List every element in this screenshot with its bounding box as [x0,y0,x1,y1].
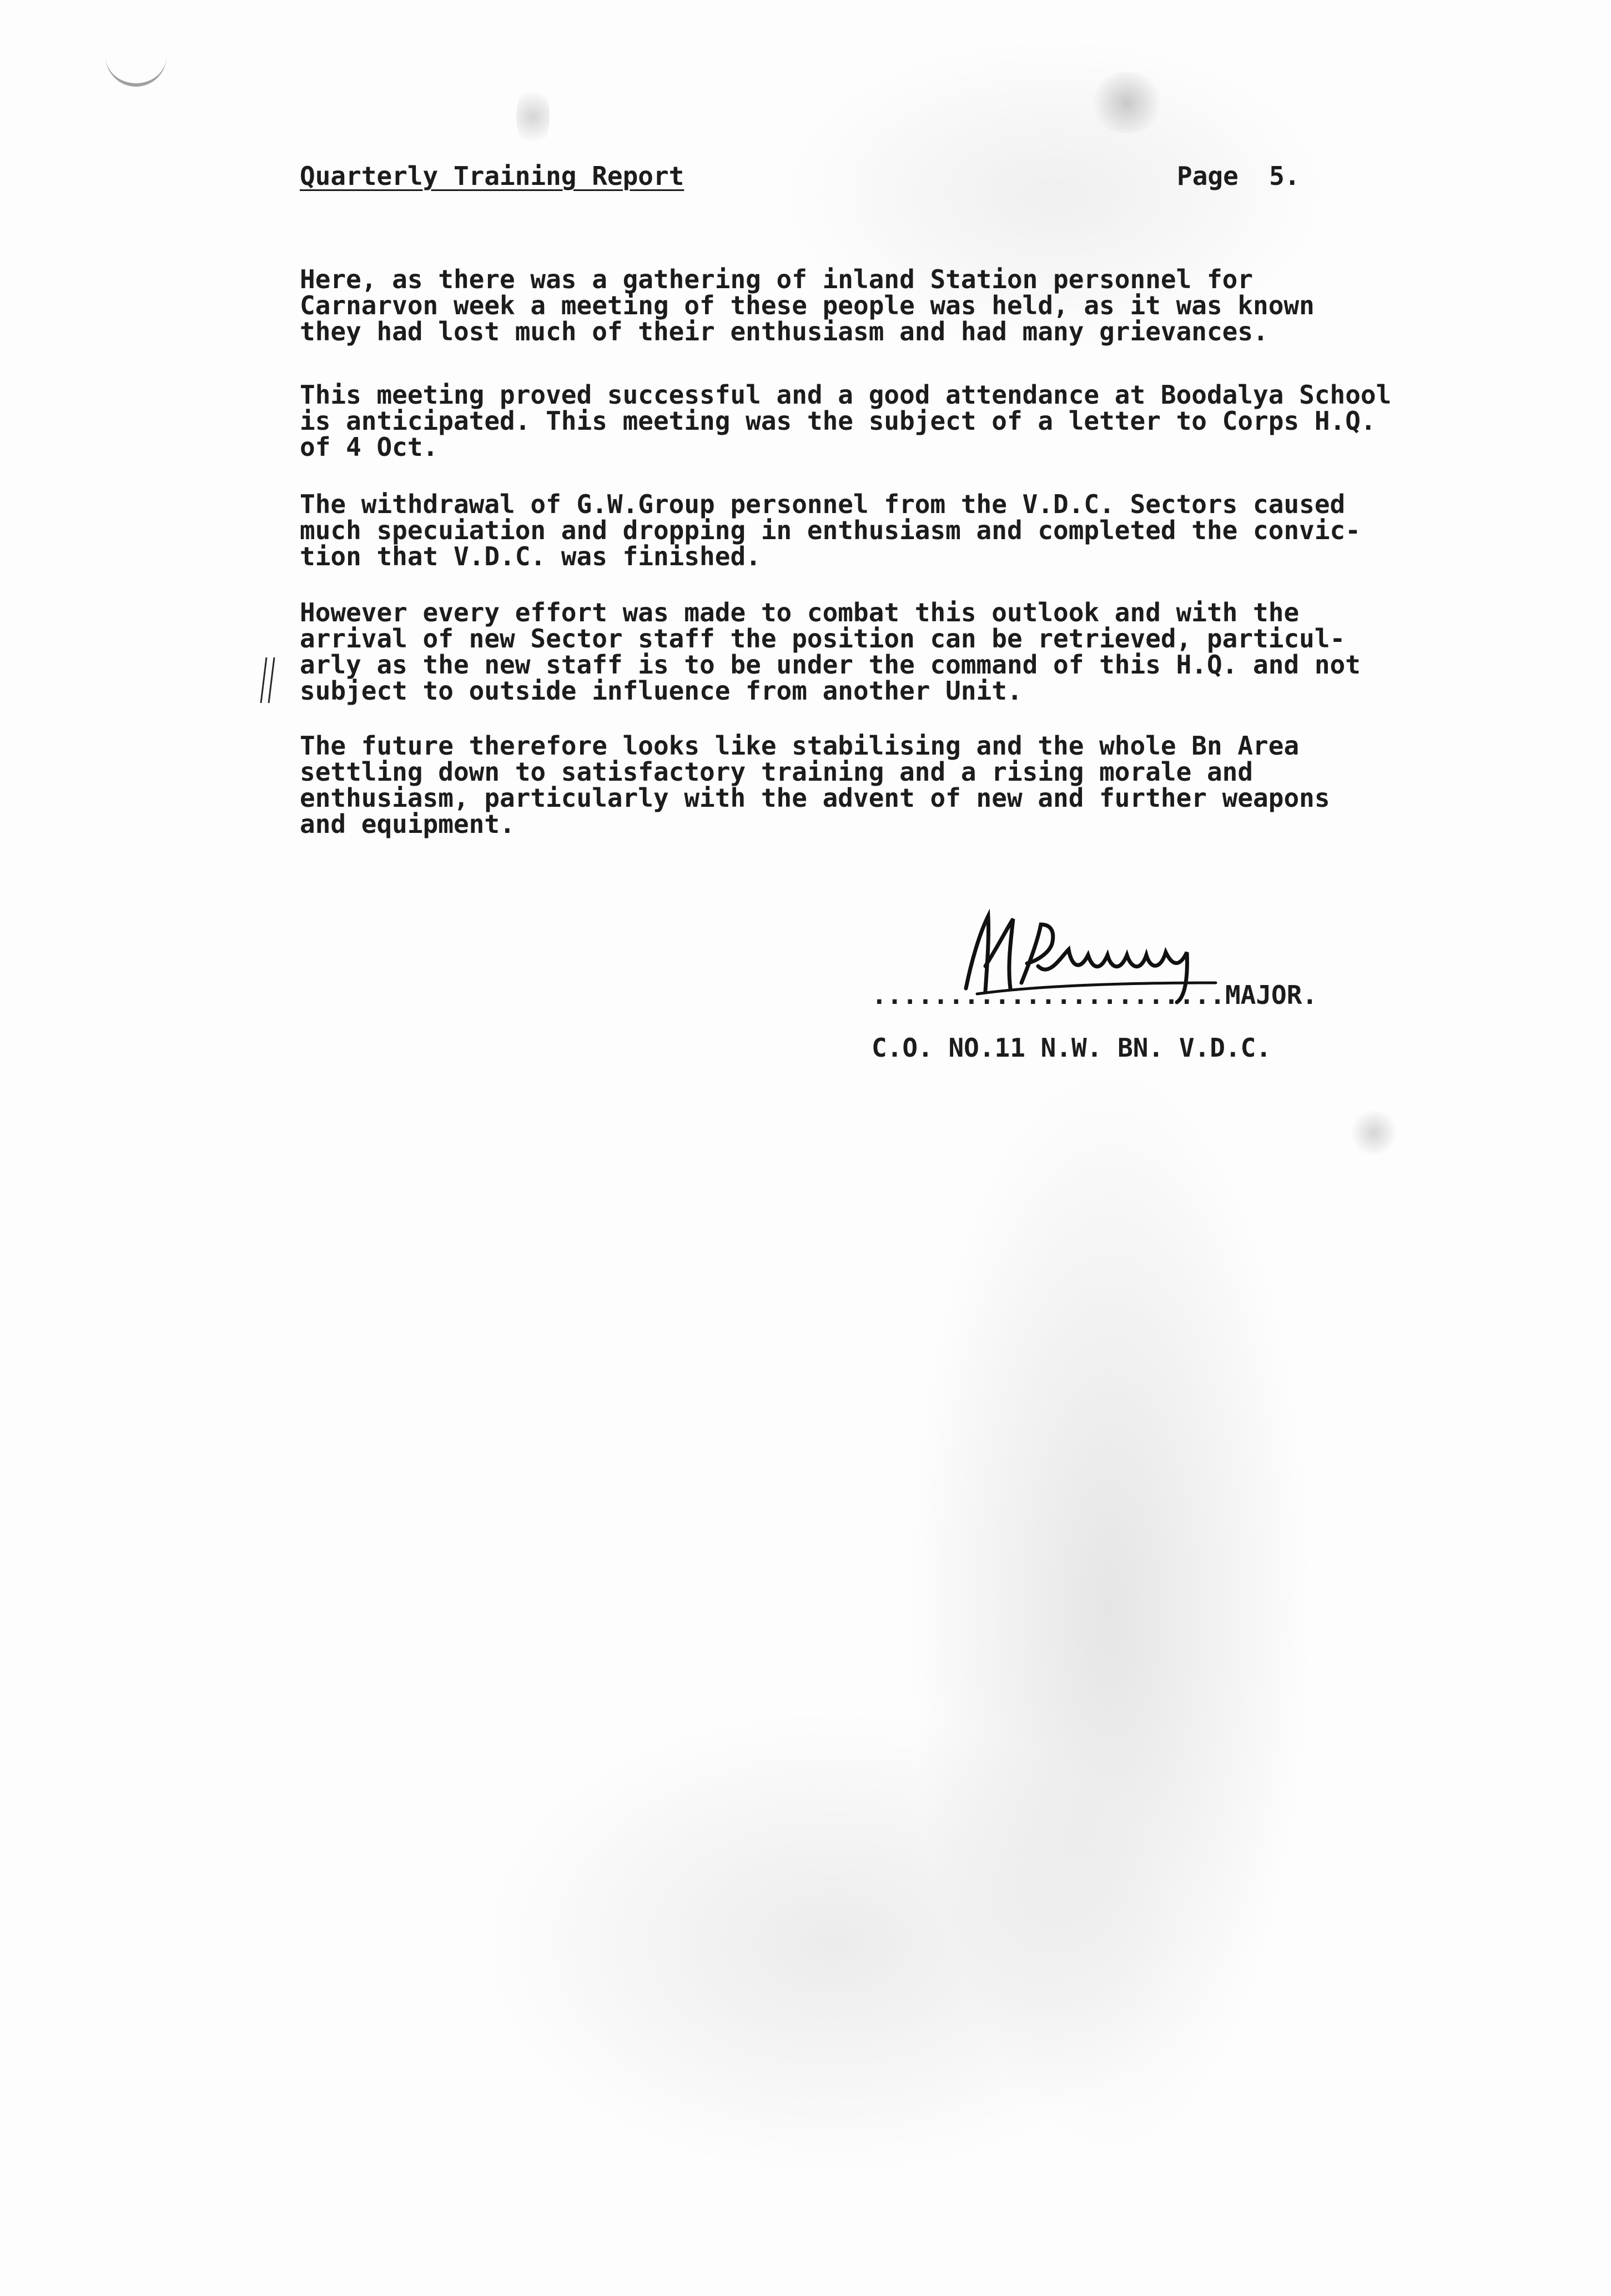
signature-line: .......................MAJOR. [872,980,1318,1010]
paragraph-2: This meeting proved successful and a good attendance at Boodalya School is anticipated. This meeting was the subject of a letter to Corps H.Q. of 4 Oct. [300,380,1392,462]
paragraph-5: The future therefore looks like stabilising and the whole Bn Area settling down to satisfactory training and a rising morale and enthusiasm, particularly with the advent of new and further weapons and equipment. [300,731,1330,839]
paragraph-3: The withdrawal of G.W.Group personnel from the V.D.C. Sectors caused much specuiation and dropping in enthusiasm and completed the convic- tion that V.D.C. was finished. [300,489,1361,571]
margin-mark [256,655,279,705]
signatory-unit: C.O. NO.11 N.W. BN. V.D.C. [872,1033,1272,1063]
report-title: Quarterly Training Report [300,161,684,191]
page-number: Page 5. [1177,161,1300,191]
paper-smudge [1088,72,1166,133]
paper-smudge [105,44,167,87]
paragraph-1: Here, as there was a gathering of inland Station personnel for Carnarvon week a meeting of these people was held, as it was known they had lost much of their enthusiasm and had many grievances. [300,264,1315,346]
paper-smudge [516,83,550,150]
paragraph-4: However every effort was made to combat this outlook and with the arrival of new Sector staff the position can be retrieved, particul- arly as the new staff is to be under the command of this H.Q. and not subject to outside influence from another Unit. [300,597,1361,706]
paper-smudge [1349,1111,1399,1155]
